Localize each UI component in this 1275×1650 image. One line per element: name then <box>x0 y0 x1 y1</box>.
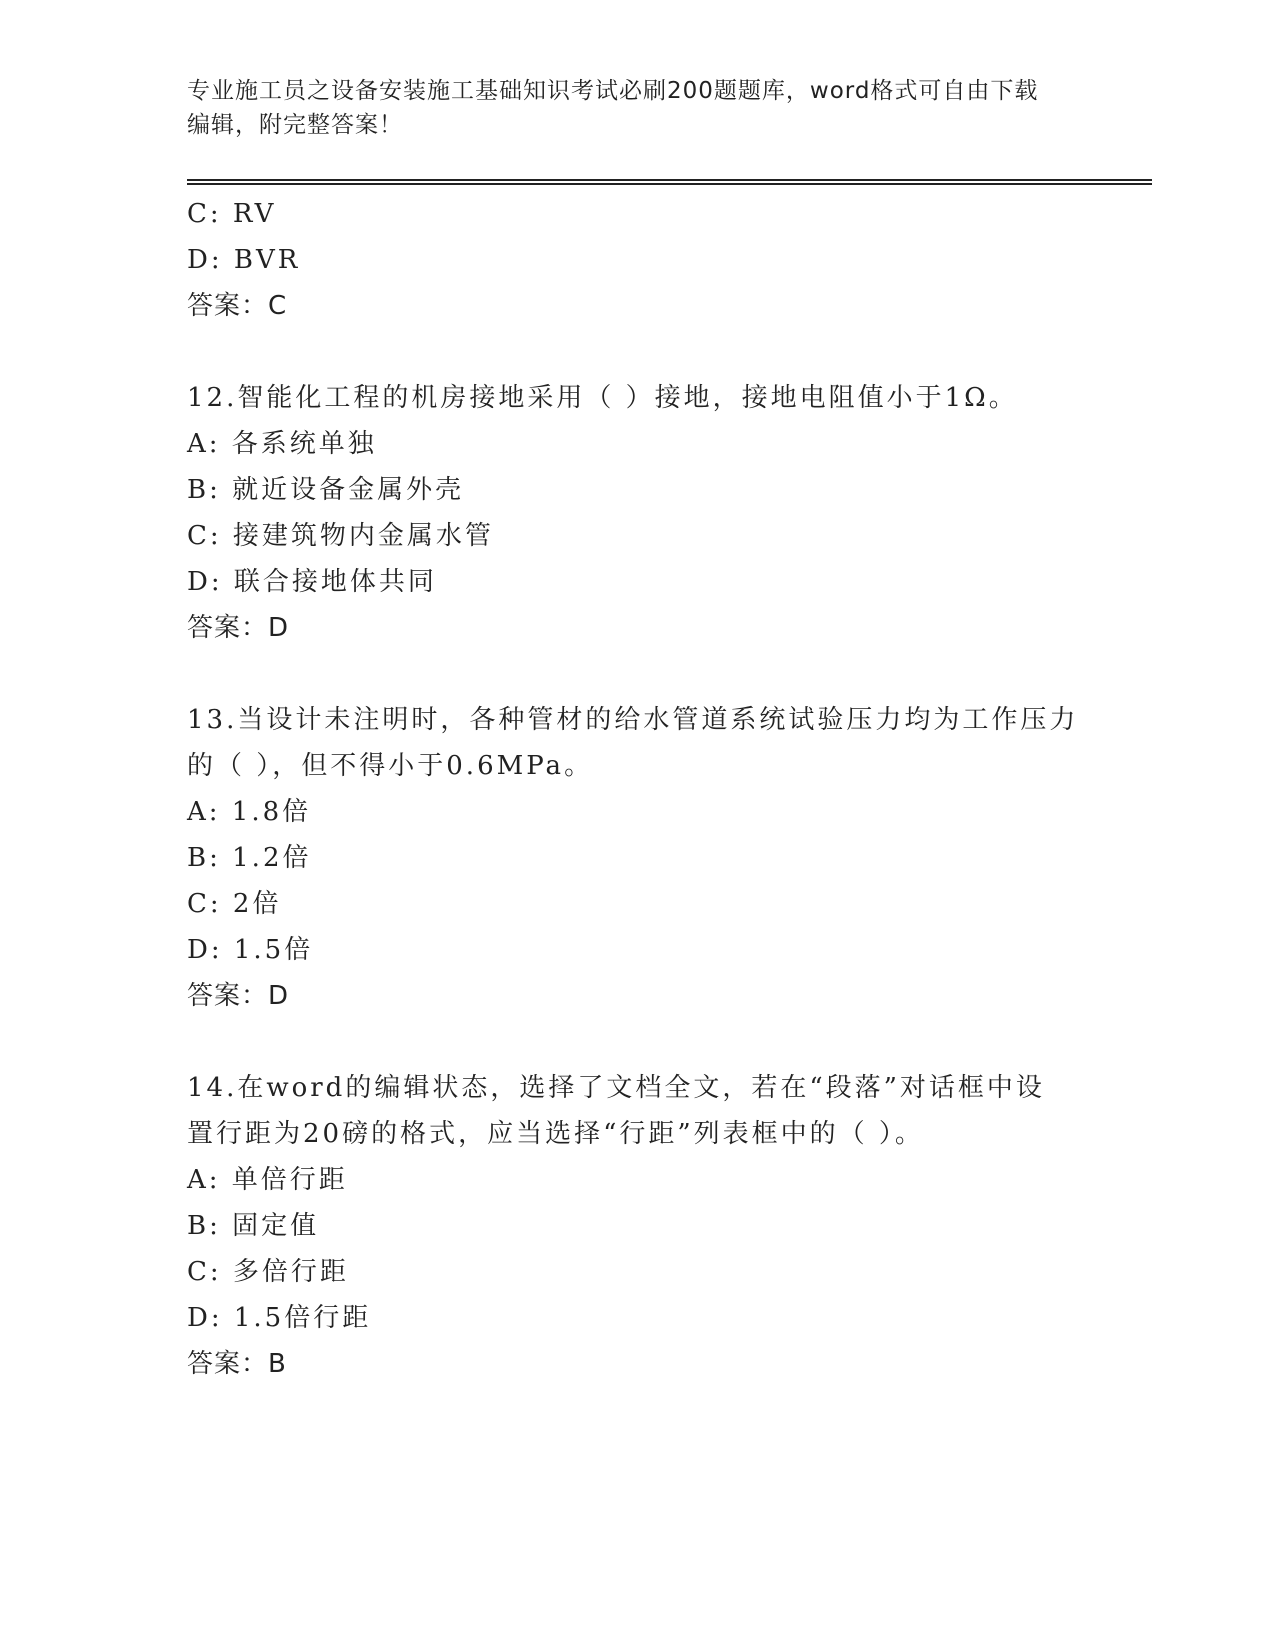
header-title-line-1: 专业施工员之设备安装施工基础知识考试必刷200题题库，word格式可自由下载 <box>187 78 1039 104</box>
option-b: B: 固定值 <box>187 1211 320 1241</box>
answer-line: 答案：D <box>187 981 290 1011</box>
option-c: C: RV <box>187 199 277 229</box>
option-a: A: 1.8倍 <box>187 797 312 827</box>
option-d: D: 1.5倍 <box>187 935 314 965</box>
question-stem: 12.智能化工程的机房接地采用（ ）接地，接地电阻值小于1Ω。 <box>187 383 1018 413</box>
document-header <box>187 74 1087 142</box>
option-a: A: 各系统单独 <box>187 429 377 459</box>
question-stem-line-1: 13.当设计未注明时，各种管材的给水管道系统试验压力均为工作压力 <box>187 705 1079 735</box>
spacer <box>187 651 1107 697</box>
answer-line: 答案：B <box>187 1349 287 1379</box>
option-c: C: 多倍行距 <box>187 1257 349 1287</box>
question-stem-line-2: 置行距为20磅的格式，应当选择“行距”列表框中的（ ）。 <box>187 1119 924 1149</box>
question-content <box>187 191 1107 1387</box>
answer-line: 答案：C <box>187 291 288 321</box>
option-a: A: 单倍行距 <box>187 1165 348 1195</box>
question-stem-line-1: 14.在word的编辑状态，选择了文档全文，若在“段落”对话框中设 <box>187 1073 1045 1103</box>
question-12 <box>187 375 1107 651</box>
question-13 <box>187 697 1107 1019</box>
option-c: C: 2倍 <box>187 889 282 919</box>
option-d: D: BVR <box>187 245 301 275</box>
header-title-line-2: 编辑，附完整答案！ <box>187 112 403 138</box>
header-rule-bottom <box>187 183 1152 185</box>
spacer <box>187 329 1107 375</box>
option-d: D: 联合接地体共同 <box>187 567 437 597</box>
question-14 <box>187 1065 1107 1387</box>
question-stem-line-2: 的（ ），但不得小于0.6MPa。 <box>187 751 594 781</box>
option-d: D: 1.5倍行距 <box>187 1303 372 1333</box>
spacer <box>187 1019 1107 1065</box>
option-c: C: 接建筑物内金属水管 <box>187 521 494 551</box>
option-b: B: 就近设备金属外壳 <box>187 475 465 505</box>
answer-line: 答案：D <box>187 613 290 643</box>
header-rule-top <box>187 179 1152 181</box>
previous-question-tail <box>187 191 1107 329</box>
option-b: B: 1.2倍 <box>187 843 312 873</box>
